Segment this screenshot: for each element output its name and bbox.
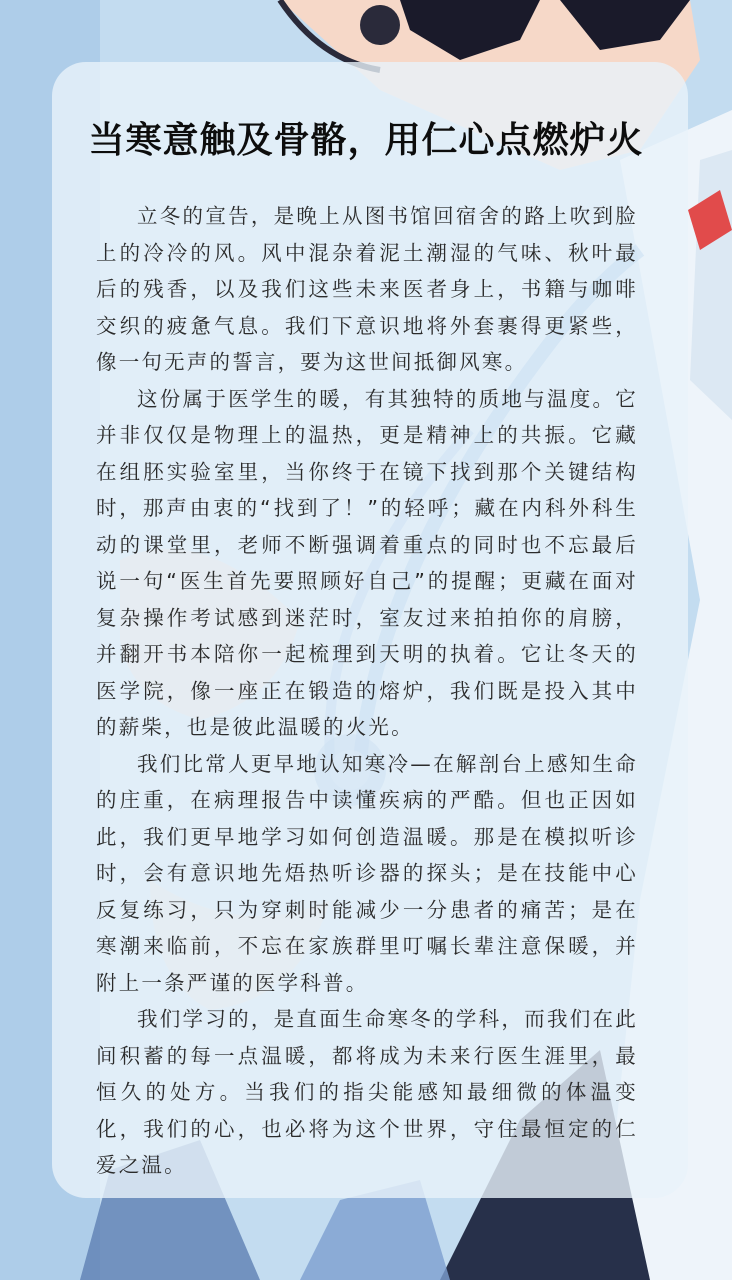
paragraph-3: 我们比常人更早地认知寒冷—在解剖台上感知生命的庄重，在病理报告中读懂疾病的严酷。但也正因如此，我们更早地学习如何创造温暖。那是在模拟听诊时，会有意识地先焐热听诊器的探头；是在技能中心反复练习，只为穿刺时能减少一分患者的痛苦；是在寒潮来临前，不忘在家族群里叮嘱长辈注意保暖，并附上一条严谨的医学科普。 bbox=[96, 751, 638, 995]
paragraph-2: 这份属于医学生的暖，有其独特的质地与温度。它并非仅仅是物理上的温热，更是精神上的共振。它藏在组胚实验室里，当你终于在镜下找到那个关键结构时，那声由衷的“找到了！”的轻呼；藏在内科外科生动的课堂里，老师不断强调着重点的同时也不忘最后说一句“医生首先要照顾好自己”的提醒；更藏在面对复杂操作考试感到迷茫时，室友过来拍拍你的肩膀，并翻开书本陪你一起梳理到天明的执着。它让冬天的医学院，像一座正在锻造的熔炉，我们既是投入其中的薪柴，也是彼此温暖的火光。 bbox=[96, 386, 638, 739]
article-body bbox=[96, 198, 638, 1184]
page-title: 当寒意触及骨骼，用仁心点燃炉火 bbox=[88, 120, 644, 161]
paragraph-1: 立冬的宣告，是晚上从图书馆回宿舍的路上吹到脸上的冷冷的风。风中混杂着泥土潮湿的气味、秋叶最后的残香，以及我们这些未来医者身上，书籍与咖啡交织的疲惫气息。我们下意识地将外套裹得更紧些，像一句无声的誓言，要为这世间抵御风寒。 bbox=[96, 204, 638, 374]
paragraph-4: 我们学习的，是直面生命寒冬的学科，而我们在此间积蓄的每一点温暖，都将成为未来行医生涯里，最恒久的处方。当我们的指尖能感知最细微的体温变化，我们的心，也必将为这个世界，守住最恒定的仁爱之温。 bbox=[96, 1007, 638, 1177]
